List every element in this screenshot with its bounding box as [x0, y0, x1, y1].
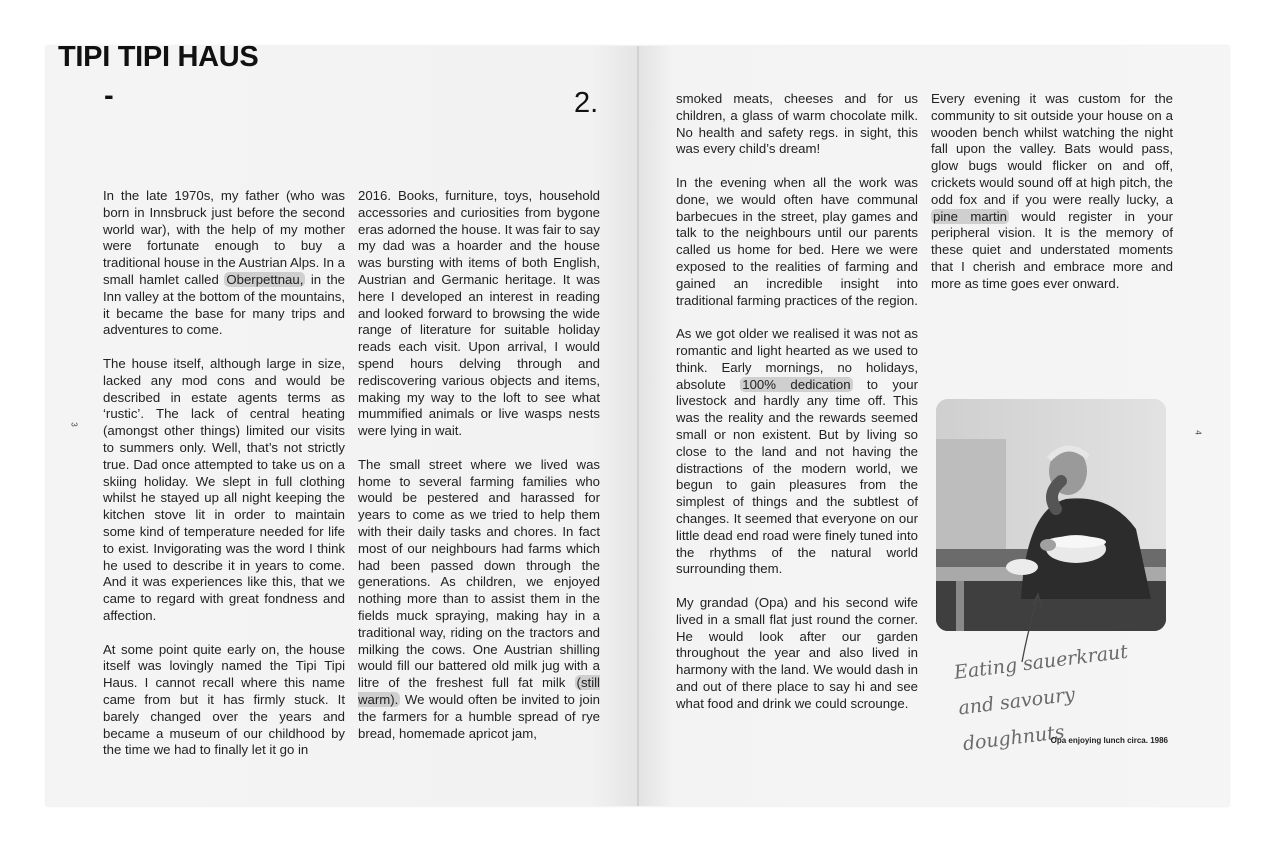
- photo-caption: Opa enjoying lunch circa. 1986: [1050, 736, 1168, 745]
- paragraph: The small street where we lived was home to several farming families who would be pestered and harassed for years to come as we tried to help them with their daily tasks and chores. In fact most of our neighbours had farms which had been passed down through the generations. As children, we enjoyed nothing more than to assist them in the fields muck spraying, making hay in a traditional way, riding on the tractors and milking the cows. One Austrian shilling would fill our battered old milk jug with a litre of the freshest full fat milk (still warm). We would often be invited to join the farmers for a humble spread of rye bread, homemade apricot jam,: [358, 456, 600, 741]
- paragraph: As we got older we realised it was not as romantic and light hearted as we used to think. Early mornings, no holidays, absolute 100% dedication to your livestock and hardly any time off. This was the reality and the rewards seemed small or non existent. But by living so close to the land and not having the distractions of the modern world, we begun to gain pleasures from the simplest of things and the subtlest of changes. It seemed that everyone on our little dead end road were finely tuned into the rhythms of the natural world surrounding them.: [676, 326, 918, 577]
- text-column-1: [103, 188, 345, 776]
- paragraph: The house itself, although large in size, lacked any mod cons and would be described in estate agents terms as ‘rustic’. The lack of central heating (amongst other things) limited our visits to summers only. Well, that’s not strictly true. Dad once attempted to take us on a skiing holiday. We slept in full clothing whilst he stayed up all night keeping the kitchen stove lit in order to maintain some kind of temperature needed for life to exist. Invigorating was the word I think he used to describe it in years to come. And it was experiences like this, that we came to regard with great fondness and affection.: [103, 355, 345, 623]
- book-gutter: [637, 46, 639, 806]
- chapter-number: 2.: [574, 87, 599, 119]
- highlight: 100% dedication: [742, 376, 851, 392]
- opa-photo: [936, 399, 1166, 631]
- paragraph: At some point quite early on, the house itself was lovingly named the Tipi Tipi Haus. I cannot recall where this name came from but it has firmly stuck. It barely changed over the years and became a museum of our childhood by the time we had to finally let it go in: [103, 641, 345, 758]
- highlight: (still warm).: [358, 675, 600, 707]
- photo-illustration: [936, 399, 1166, 631]
- page-number-right: 4: [1193, 430, 1203, 435]
- paragraph: 2016. Books, furniture, toys, household accessories and curiosities from bygone eras adorned the house. It was fair to say my dad was a hoarder and the house was bursting with items of both English, Austrian and Germanic heritage. It was here I developed an interest in reading and looked forward to browsing the wide range of literature for suitable holiday reads each visit. Upon arrival, I would spend hours delving through and rediscovering various objects and items, making my way to the loft to see what mummified animals or live wasps nests were lying in wait.: [358, 188, 600, 439]
- paragraph: In the evening when all the work was done, we would often have communal barbecues in the street, play games and talk to the neighbours until our parents called us home for bed. Here we were exposed to the realities of farming and gained an incredible insight into traditional farming practices of the region.: [676, 174, 918, 308]
- highlight: pine martin: [933, 208, 1007, 224]
- paragraph: Every evening it was custom for the community to sit outside your house on a wooden bench whilst watching the night fall upon the valley. Bats would pass, glow bugs would flicker on and off, crickets would sound off at high pitch, the odd fox and if you were really lucky, a pine martin would register in your peripheral vision. It is the memory of these quiet and understated moments that I cherish and embrace more and more as time goes ever onward.: [931, 91, 1173, 291]
- handwritten-note: Eating sauerkraut and savoury doughnuts: [952, 640, 1130, 756]
- paragraph: smoked meats, cheeses and for us children, a glass of warm chocolate milk. No health and safety regs. in sight, this was every child’s dream!: [676, 91, 918, 157]
- highlight: Oberpettnau,: [226, 271, 304, 287]
- title-dash: -: [104, 80, 114, 112]
- text-column-3: [676, 91, 918, 729]
- text-column-4: [931, 91, 1173, 309]
- paragraph: In the late 1970s, my father (who was born in Innsbruck just before the second world war), with the help of my mother were fortunate enough to buy a traditional house in the Austrian Alps. In a small hamlet called Oberpettnau, in the Inn valley at the bottom of the mountains, it became the base for many trips and adventures to come.: [103, 188, 345, 338]
- paragraph: My grandad (Opa) and his second wife lived in a small flat just round the corner. He would look after our garden throughout the year and also lived in harmony with the land. We would dash in and out of there place to say hi and see what food and drink we could scrounge.: [676, 594, 918, 711]
- text-column-2: [358, 188, 600, 759]
- page-number-left: 3: [69, 422, 79, 427]
- page-title: TIPI TIPI HAUS: [58, 41, 259, 73]
